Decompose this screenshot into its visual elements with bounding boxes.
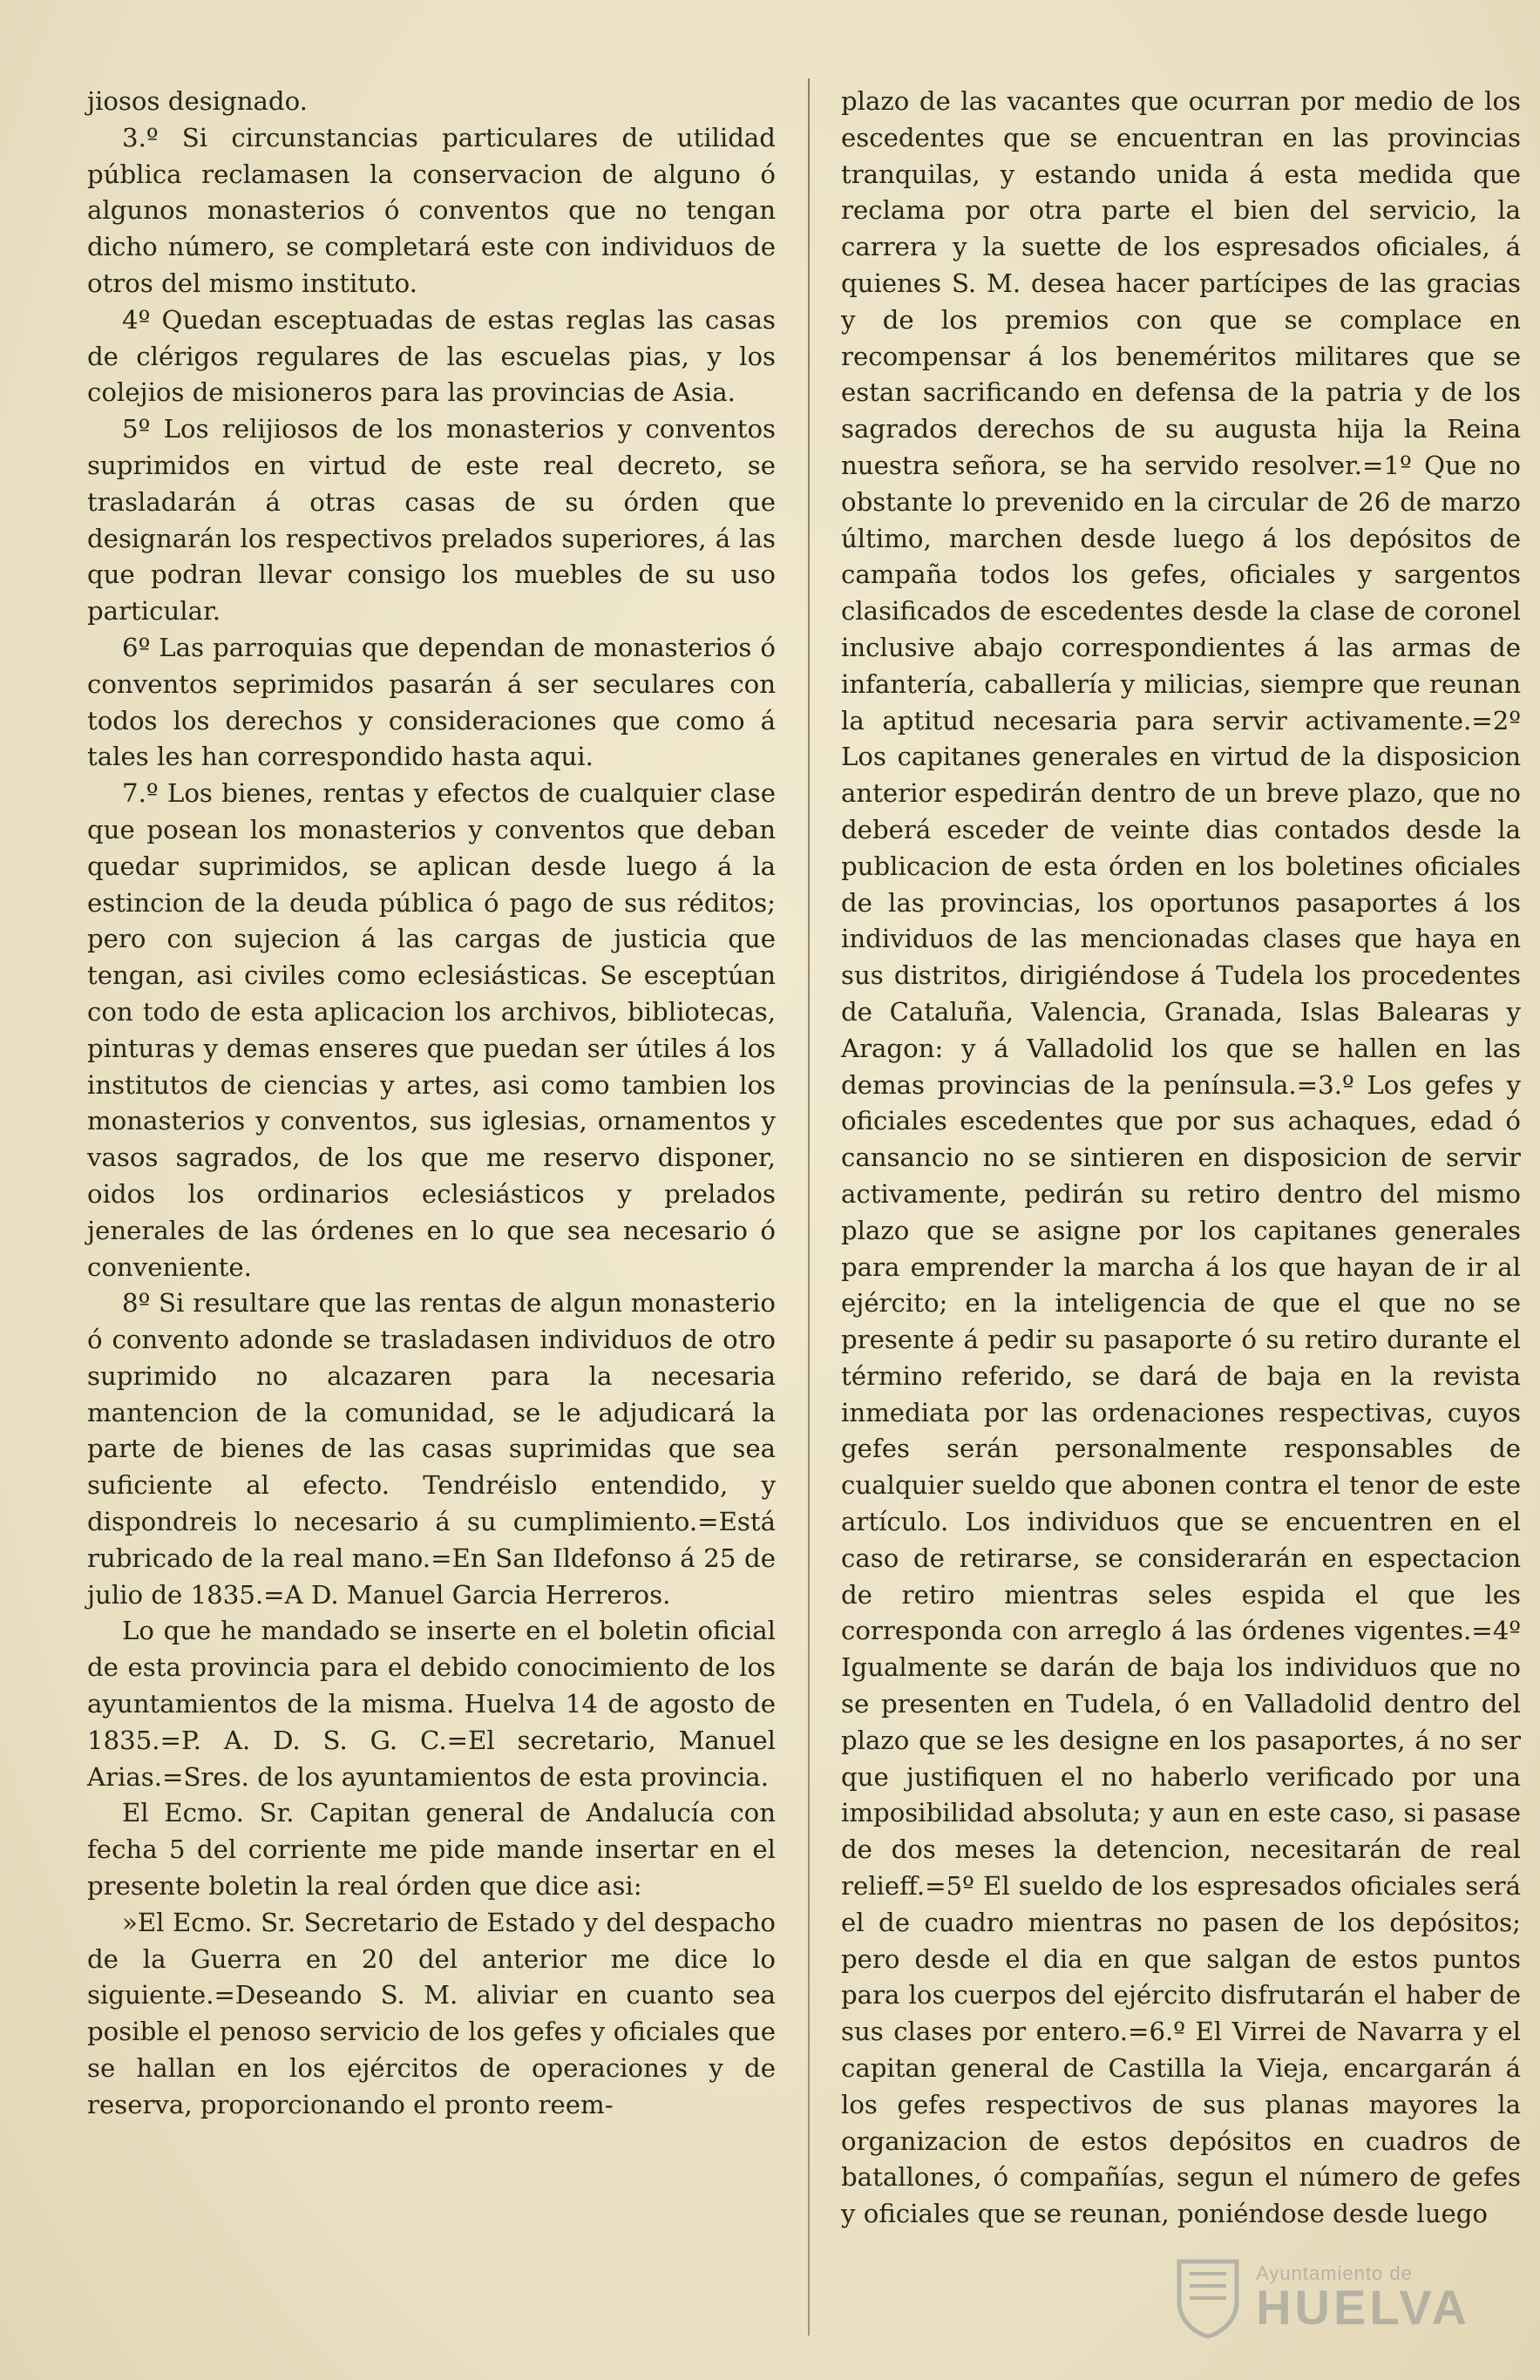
- paragraph: 5º Los relijiosos de los monasterios y conventos suprimidos en virtud de este real decreto, se trasladarán á otras casas de su órden que designarán los respectivos prelados superiores, á las que podran llevar consigo los muebles de su uso particular.: [87, 414, 776, 627]
- watermark-line2: HUELVA: [1256, 2280, 1470, 2335]
- paragraph: Lo que he mandado se inserte en el boletin oficial de esta provincia para el debido conocimiento de los ayuntamientos de la misma. Huelva 14 de agosto de 1835.=P. A. D. S. G. C.=El secretario, Manuel Arias.=Sres. de los ayuntamientos de esta provincia.: [87, 1616, 776, 1792]
- left-column: [87, 84, 776, 2124]
- watermark: [1174, 2256, 1470, 2340]
- paragraph: plazo de las vacantes que ocurran por medio de los escedentes que se encuentran en las provincias tranquilas, y estando unida á esta medida que reclama por otra parte el bien del servicio, la carrera y la suette de los espresados oficiales, á quienes S. M. desea hacer partícipes de las gracias y de los premios con que se complace en recompensar á los beneméritos militares que se estan sacrificando en defensa de la patria y de los sagrados derechos de su augusta hija la Reina nuestra señora, se ha servido resolver.=1º Que no obstante lo prevenido en la circular de 26 de marzo último, marchen desde luego á los depósitos de campaña todos los gefes, oficiales y sargentos clasificados de escedentes desde la clase de coronel inclusive abajo correspondientes á las armas de infantería, caballería y milicias, siempre que reunan la aptitud necesaria para servir activamente.=2º Los capitanes generales en virtud de la disposicion anterior espedirán dentro de un breve plazo, que no deberá esceder de veinte dias contados desde la publicacion de esta órden en los boletines oficiales de las provincias, los oportunos pasaportes á los individuos de las mencionadas clases que haya en sus distritos, dirigiéndose á Tudela los procedentes de Cataluña, Valencia, Granada, Islas Balearas y Aragon: y á Valladolid los que se hallen en las demas provincias de la península.=3.º Los gefes y oficiales escedentes que por sus achaques, edad ó cansancio no se sintieren en disposicion de servir activamente, pedirán su retiro dentro del mismo plazo que se asigne por los capitanes generales para emprender la marcha á los que hayan de ir al ejército; en la inteligencia de que el que no se presente á pedir su pasaporte ó su retiro durante el término referido, se dará de baja en la revista inmediata por las ordenaciones respectivas, cuyos gefes serán personalmente responsables de cualquier sueldo que abonen contra el tenor de este artículo. Los individuos que se encuentren en el caso de retirarse, se considerarán en espectacion de retiro mientras seles espida el que les corresponda con arreglo á las órdenes vigentes.=4º Igualmente se darán de baja los individuos que no se presenten en Tudela, ó en Valladolid dentro del plazo que se les designe en los pasaportes, á no ser que justifiquen el no haberlo verificado por una imposibilidad absoluta; y aun en este caso, si pasase de dos meses la detencion, necesitarán de real relieff.=5º El sueldo de los espresados oficiales será el de cuadro mientras no pasen de los depósitos; pero desde el dia en que salgan de estos puntos para los cuerpos del ejército disfrutarán el haber de sus clases por entero.=6.º El Virrei de Navarra y el capitan general de Castilla la Vieja, encargarán á los gefes respectivos de sus planas mayores la organizacion de estos depósitos en cuadros de batallones, ó compañías, segun el número de gefes y oficiales que se reunan, poniéndose desde luego: [841, 86, 1521, 2229]
- paragraph: 3.º Si circunstancias particulares de utilidad pública reclamasen la conservacion de alguno ó algunos monasterios ó conventos que no tengan dicho número, se completará este con individuos de otros del mismo instituto.: [87, 122, 776, 298]
- watermark-line1: Ayuntamiento de: [1256, 2262, 1413, 2284]
- right-column: [841, 84, 1521, 2233]
- paragraph: »El Ecmo. Sr. Secretario de Estado y del despacho de la Guerra en 20 del anterior me dice lo siguiente.=Deseando S. M. aliviar en cuanto sea posible el penoso servicio de los gefes y oficiales que se hallan en los ejércitos de operaciones y de reserva, proporcionando el pronto reem-: [87, 1907, 776, 2119]
- paragraph: jiosos designado.: [87, 86, 308, 116]
- paragraph: El Ecmo. Sr. Capitan general de Andalucía con fecha 5 del corriente me pide mande insertar en el presente boletin la real órden que dice asi:: [87, 1798, 776, 1902]
- paragraph: 8º Si resultare que las rentas de algun monasterio ó convento adonde se trasladasen individuos de otro suprimido no alcazaren para la necesaria mantencion de la comunidad, se le adjudicará la parte de bienes de las casas suprimidas que sea suficiente al efecto. Tendréislo entendido, y dispondreis lo necesario á su cumplimiento.=Está rubricado de la real mano.=En San Ildefonso á 25 de julio de 1835.=A D. Manuel Garcia Herreros.: [87, 1288, 776, 1610]
- paragraph: 6º Las parroquias que dependan de monasterios ó conventos seprimidos pasarán á ser seculares con todos los derechos y consideraciones que como á tales les han correspondido hasta aqui.: [87, 632, 776, 772]
- column-divider: [808, 78, 810, 2336]
- paragraph: 7.º Los bienes, rentas y efectos de cualquier clase que posean los monasterios y conventos que deban quedar suprimidos, se aplican desde luego á la estincion de la deuda pública ó pago de sus réditos; pero con sujecion á las cargas de justicia que tengan, asi civiles como eclesiásticas. Se esceptúan con todo de esta aplicacion los archivos, bibliotecas, pinturas y demas enseres que puedan ser útiles á los institutos de ciencias y artes, asi como tambien los monasterios y conventos, sus iglesias, ornamentos y vasos sagrados, de los que me reservo disponer, oidos los ordinarios eclesiásticos y prelados jenerales de las órdenes en lo que sea necesario ó conveniente.: [87, 778, 776, 1282]
- shield-icon: [1174, 2256, 1242, 2340]
- paragraph: 4º Quedan esceptuadas de estas reglas las casas de clérigos regulares de las escuelas pias, y los colejios de misioneros para las provincias de Asia.: [87, 304, 776, 408]
